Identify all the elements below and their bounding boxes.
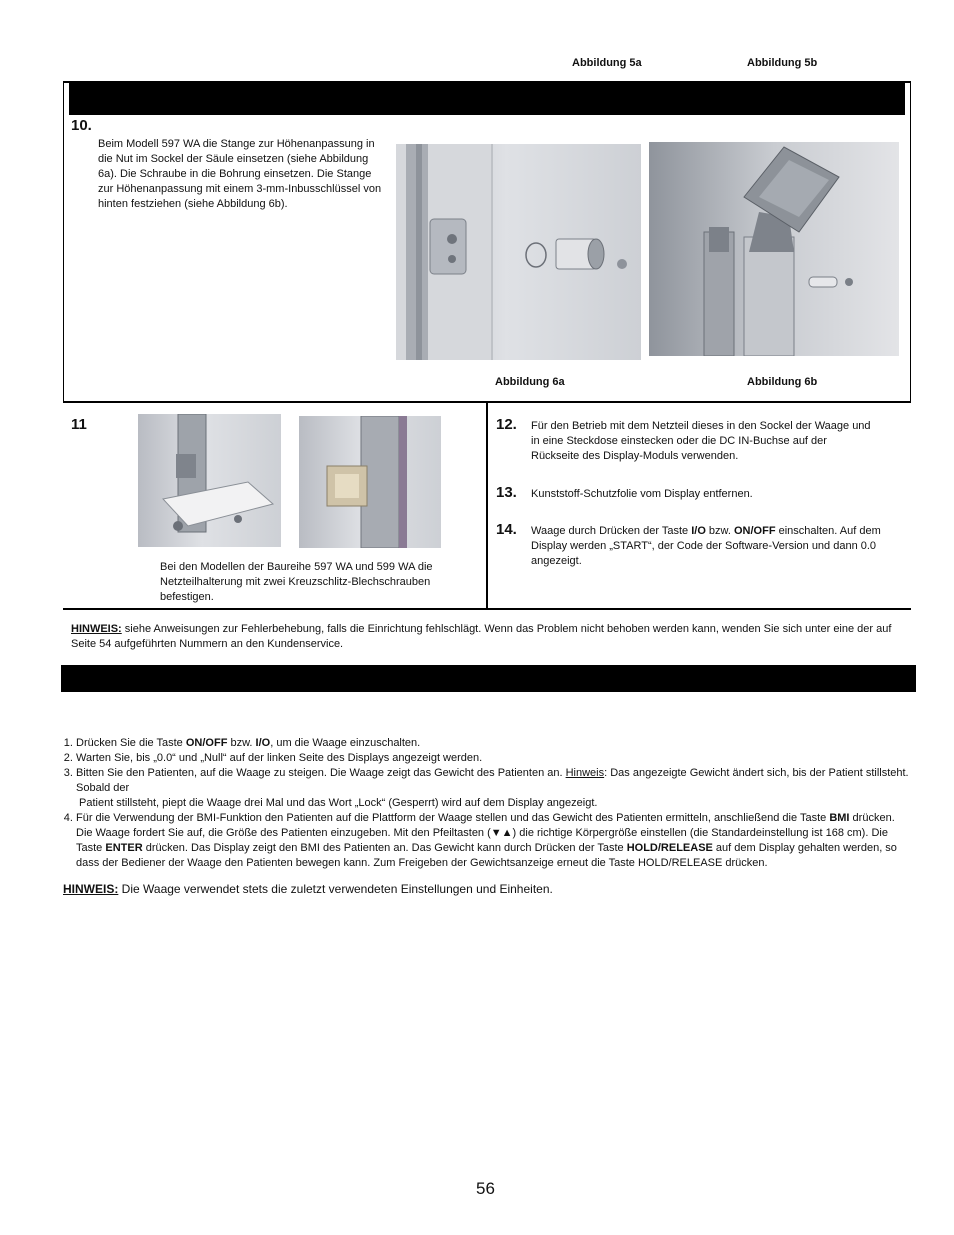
operation-step-1: 1. Drücken Sie die Taste ON/OFF bzw. I/O, um die Waage einzuschalten. <box>76 736 912 751</box>
note-settings: HINWEIS: Die Waage verwendet stets die zuletzt verwendeten Einstellungen und Einheiten. <box>63 882 553 896</box>
display-module-illustration <box>649 142 899 356</box>
lower-rule <box>63 608 911 610</box>
figure-6b-image <box>649 142 899 356</box>
figure-caption-5b: Abbildung 5b <box>747 57 818 69</box>
operation-step-3: 3. Bitten Sie den Patienten, auf die Waage zu steigen. Die Waage zeigt das Gewicht des Patienten an. Hinweis: Das angezeigte Gewicht ändert sich, bis der Patient stillsteht. Sobald der Patient stillsteht, piept die Waage drei Mal und das Wort „Lock“ (Gesperrt) wird auf dem Display angezeigt. <box>76 766 912 811</box>
step-14-text: Waage durch Drücken der Taste I/O bzw. ON/OFF einschalten. Auf dem Display werden „START“, der Code der Software-Version und dann 0.0 angezeigt. <box>531 525 881 567</box>
operation-step-2: 2. Warten Sie, bis „0.0“ und „Null“ auf der linken Seite des Displays angezeigt werden. <box>76 751 912 766</box>
note-troubleshooting: HINWEIS: siehe Anweisungen zur Fehlerbehebung, falls die Einrichtung fehlschlägt. Wenn das Problem nicht behoben werden kann, wenden Sie sich unter eine der auf Seite 54 aufgeführten Nummern an den Kundenservice. <box>71 623 892 650</box>
step-11-number: 11 <box>71 416 87 433</box>
column-slot-illustration <box>396 144 641 360</box>
scale-base-illustration <box>138 414 281 547</box>
section-right-border <box>910 81 911 403</box>
figure-caption-6a: Abbildung 6a <box>495 376 565 388</box>
section-header-bar <box>69 83 905 115</box>
step-13-number: 13. <box>496 484 517 501</box>
step-10-text: Beim Modell 597 WA die Stange zur Höhenanpassung in die Nut im Sockel der Säule einsetzen (siehe Abbildung 6a). Die Schraube in die Bohrung einsetzen. Die Stange zur Höhenanpassung mit einem 3-mm-Inbusschlüssel von hinten festziehen (siehe Abbildung 6b). <box>98 138 382 210</box>
page-number: 56 <box>476 1179 495 1198</box>
step-11-image-2 <box>299 416 441 548</box>
step-12-number: 12. <box>496 416 517 433</box>
operation-step-4: 4. Für die Verwendung der BMI-Funktion den Patienten auf die Plattform der Waage stellen und das Gewicht des Patienten ermitteln, anschließend die Taste BMI drücken. Die Waage fordert Sie auf, die Größe des Patienten einzugeben. Mit den Pfeiltasten (▼▲) die richtige Körpergröße einstellen (die Standardeinstellung ist 168 cm). Die Taste ENTER drücken. Das Display zeigt den BMI des Patienten an. Das Gewicht kann durch Drücken der Taste HOLD/RELEASE auf dem Display gehalten werden, so dass der Bediener der Waage den Patienten bewegen kann. Zum Freigeben der Gewichtsanzeige erneut die Taste HOLD/RELEASE drücken. <box>76 811 912 871</box>
step-13-text: Kunststoff-Schutzfolie vom Display entfernen. <box>531 488 753 500</box>
operation-header-bar <box>61 665 916 692</box>
step-12-text: Für den Betrieb mit dem Netzteil dieses in den Sockel der Waage und in eine Steckdose einstecken oder die DC IN-Buchse auf der Rückseite des Display-Moduls verwenden. <box>531 420 871 462</box>
operation-steps <box>62 736 912 871</box>
section-left-border <box>63 81 64 403</box>
bracket-illustration <box>299 416 441 548</box>
figure-6a-image <box>396 144 641 360</box>
step-11-image-1 <box>138 414 281 547</box>
figure-caption-5a: Abbildung 5a <box>572 57 642 69</box>
figure-caption-6b: Abbildung 6b <box>747 376 818 388</box>
step-10-number: 10. <box>71 117 92 134</box>
step-14-number: 14. <box>496 521 517 538</box>
step-11-text: Bei den Modellen der Baureihe 597 WA und 599 WA die Netzteilhalterung mit zwei Kreuzschlitz-Blechschrauben befestigen. <box>160 561 433 603</box>
column-divider <box>486 401 488 610</box>
